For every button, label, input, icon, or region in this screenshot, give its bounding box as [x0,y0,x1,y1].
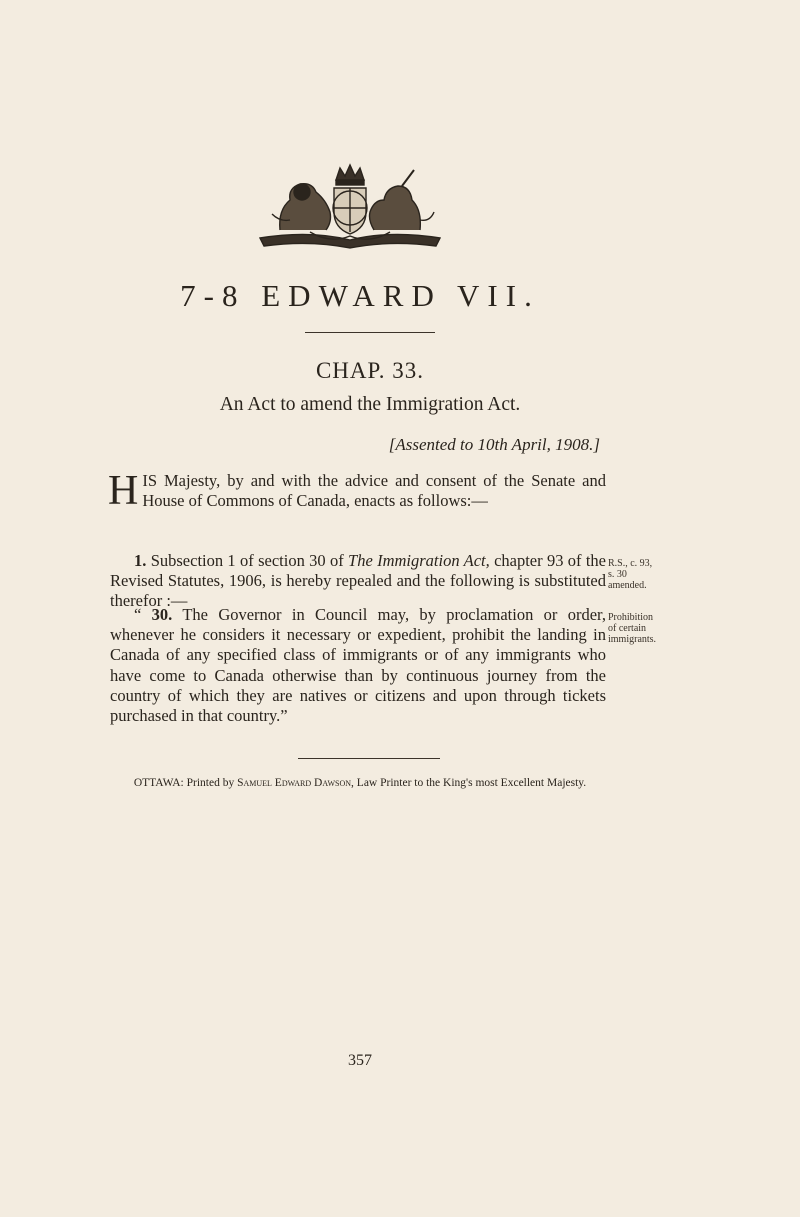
marginal-note-prohibition-line2: of certain [608,623,647,634]
section-1-text-after: chapter 93 of the Revised Statutes, 1906, is hereby repealed and the following is substituted therefor :— [110,551,606,611]
printer-imprint [100,776,620,790]
marginal-note-prohibition-line1: Prohibition [608,612,654,623]
imprint-place: OTTAWA: [133,777,184,789]
section-1-act-name: The Immigration Act, [348,551,490,570]
page-number: 357 [348,1052,372,1069]
imprint-printer-name: Samuel Edward Dawson, [237,777,354,789]
footer-divider [298,758,440,759]
section-30-quoted [110,605,606,726]
imprint-printed-by: Printed by [183,777,238,789]
royal-coat-of-arms-icon [250,160,450,250]
section-1-number: 1. [134,551,147,570]
section-30-text: The Governor in Council may, by proclamation or order, whenever he considers it necessary or expedient, prohibit the landing in Canada of any specified class of immigrants or of any immigrants who have come to Canada otherwise than by continuous journey from the country of which they are natives or citizens and upon through tickets purchased in that country.” [110,605,607,726]
act-title: An Act to amend the Immigration Act. [219,394,521,415]
marginal-note-prohibition-line3: immigrants. [608,634,657,645]
marginal-note-rs-line3: amended. [608,580,647,591]
preamble-text: IS Majesty, by and with the advice and consent of the Senate and House of Commons of Canada, enacts as follows:— [142,471,606,511]
chapter-heading: CHAP. 33. [315,358,425,383]
assent-date: [Assented to 10th April, 1908.] [388,435,600,454]
preamble-dropcap: H [108,468,139,514]
marginal-note-rs-line2: s. 30 [608,569,627,580]
marginal-note-prohibition [608,612,688,645]
marginal-note-rs [608,558,688,591]
heading-divider [305,332,435,333]
section-30-number: 30. [151,605,173,624]
preamble [108,468,606,514]
imprint-rest: Law Printer to the King's most Excellent Majesty. [353,777,587,789]
section-30-quote-open: “ [134,605,152,624]
section-1-text-before: Subsection 1 of section 30 of [146,551,349,570]
marginal-note-rs-line1: R.S., c. 93, [608,558,653,569]
section-1 [110,551,606,612]
regnal-year-heading: 7-8 EDWARD VII. [180,278,540,313]
